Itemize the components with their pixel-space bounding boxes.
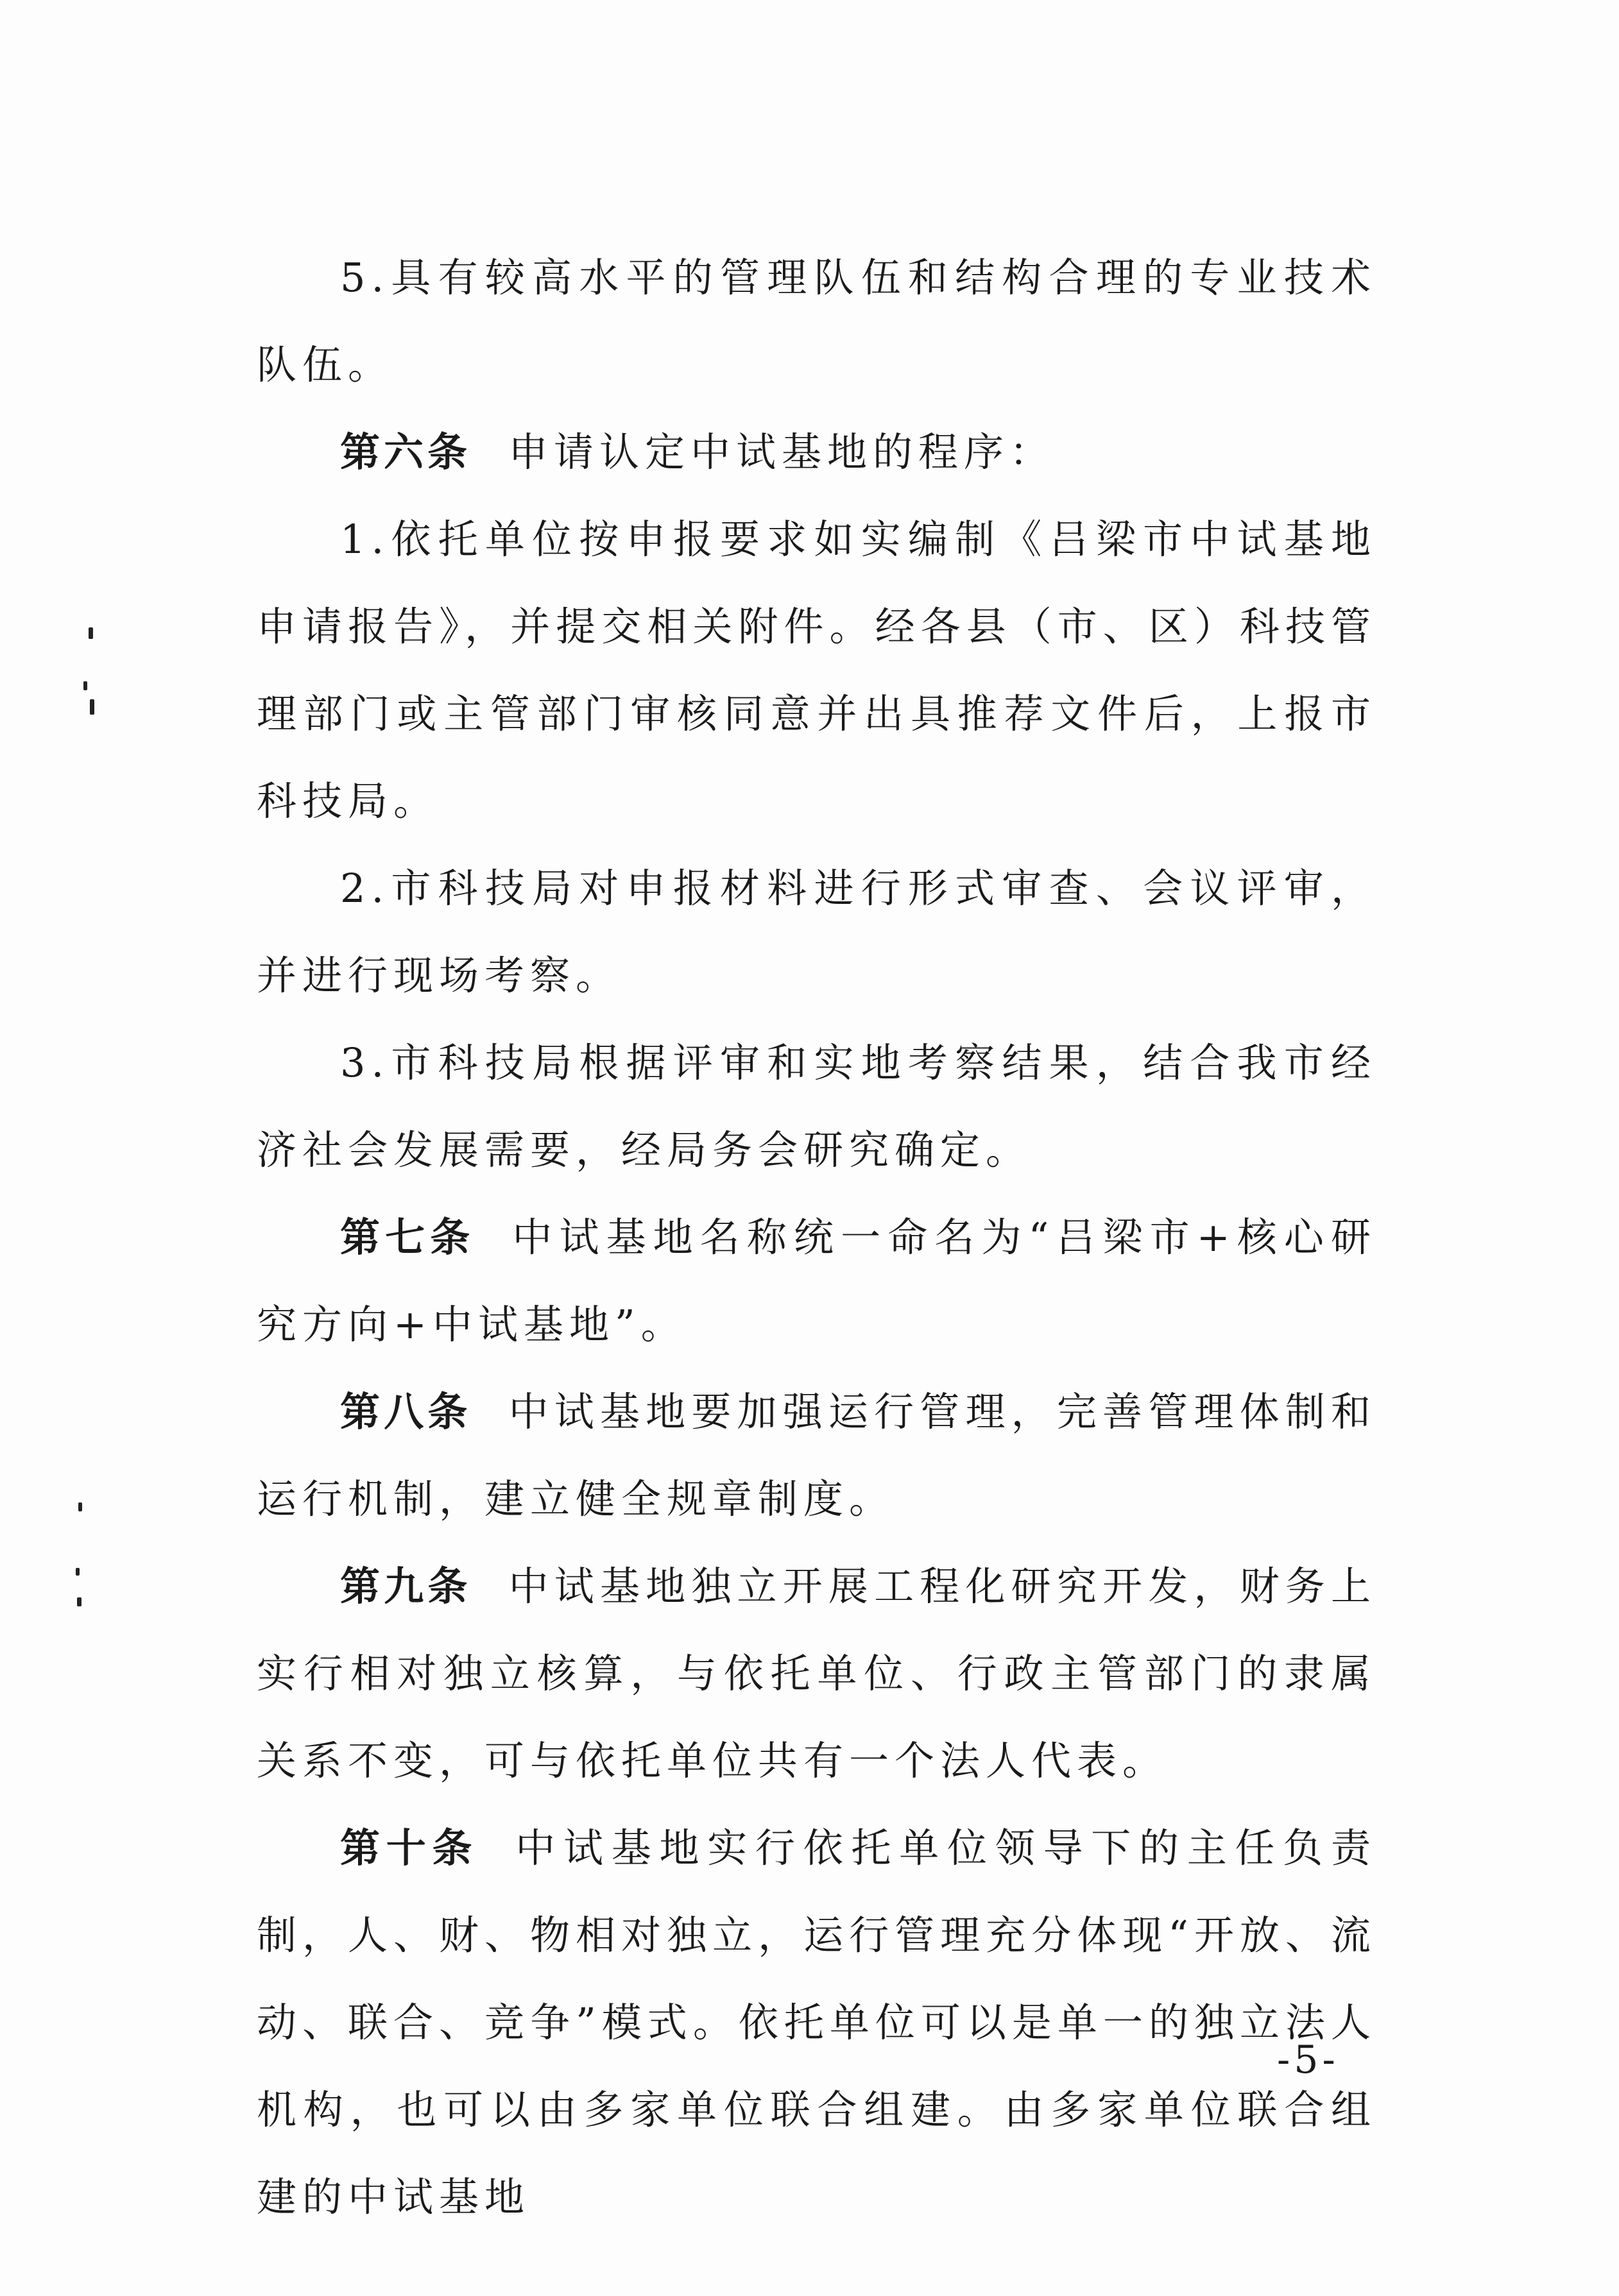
page-number: -5- (1277, 2037, 1339, 2082)
article-heading: 第六条 (340, 429, 472, 475)
paragraph (257, 845, 1376, 1019)
paragraph-text: 中试基地名称统一命名为“吕梁市+核心研究方向+中试基地”。 (257, 1214, 1376, 1348)
paragraph-text: 申请认定中试基地的程序： (508, 429, 1056, 475)
scan-mark (90, 699, 94, 715)
paragraph (257, 409, 1376, 496)
scan-mark (76, 1568, 80, 1576)
scan-mark (89, 627, 93, 639)
article-heading: 第九条 (340, 1563, 472, 1610)
paragraph (257, 1019, 1376, 1194)
paragraph-text: 中试基地要加强运行管理，完善管理体制和运行机制，建立健全规章制度。 (257, 1388, 1376, 1522)
paragraph (257, 1368, 1376, 1543)
paragraph (257, 1194, 1376, 1368)
paragraph (257, 496, 1376, 845)
paragraph (257, 1805, 1376, 2241)
paragraph-text: 3.市科技局根据评审和实地考察结果，结合我市经济社会发展需要，经局务会研究确定。 (257, 1039, 1376, 1173)
paragraph-text: 中试基地实行依托单位领导下的主任负责制，人、财、物相对独立，运行管理充分体现“开放、流动、联合、竞争”模式。依托单位可以是单一的独立法人机构，也可以由多家单位联合组建。由多家单位联合组建的中试基地 (257, 1824, 1376, 2220)
article-heading: 第十条 (340, 1824, 479, 1871)
paragraph (257, 1543, 1376, 1805)
document-body (257, 234, 1376, 2241)
paragraph-text: 5.具有较高水平的管理队伍和结构合理的专业技术队伍。 (257, 254, 1376, 388)
scan-mark (78, 1502, 82, 1511)
scan-mark (77, 1597, 81, 1606)
paragraph-text: 1.依托单位按申报要求如实编制《吕梁市中试基地申请报告》，并提交相关附件。经各县（市、区）科技管理部门或主管部门审核同意并出具推荐文件后，上报市科技局。 (257, 516, 1376, 824)
paragraph-text: 2.市科技局对申报材料进行形式审查、会议评审，并进行现场考察。 (257, 865, 1376, 999)
article-heading: 第七条 (340, 1214, 475, 1261)
paragraph (257, 234, 1376, 409)
scan-mark (83, 681, 87, 690)
article-heading: 第八条 (340, 1388, 472, 1435)
paragraph-text: 中试基地独立开展工程化研究开发，财务上实行相对独立核算，与依托单位、行政主管部门的隶属关系不变，可与依托单位共有一个法人代表。 (257, 1563, 1376, 1784)
